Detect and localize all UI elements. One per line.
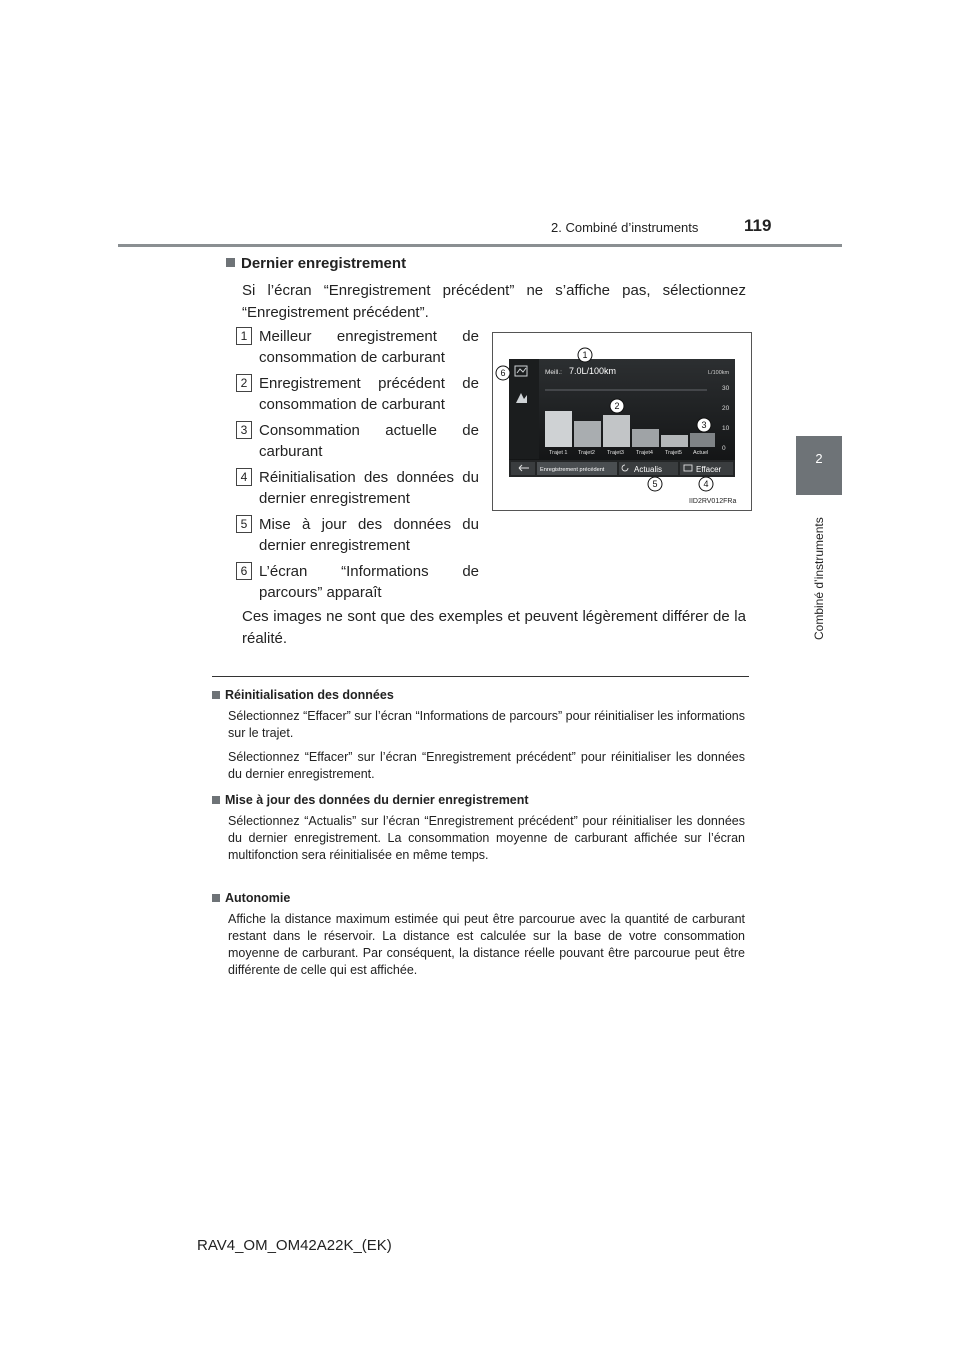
item-number-5: 5 [236, 515, 252, 533]
chapter-tab-label [812, 517, 826, 640]
note-reset-paragraph-2: Sélectionnez “Effacer” sur l’écran “Enregistrement précédent” pour réinitialiser les données du dernier enregistrement. [228, 750, 745, 781]
figure-code: IID2RV012FRa [689, 498, 737, 505]
notes-separator [212, 676, 749, 677]
header-rule [118, 244, 842, 247]
section-heading [226, 255, 406, 272]
note-heading-update-text: Mise à jour des données du dernier enregistrement [225, 793, 529, 807]
note-reset-paragraph-1: Sélectionnez “Effacer” sur l’écran “Informations de parcours” pour réinitialiser les informations sur le trajet. [228, 709, 745, 740]
note-square-icon [212, 796, 220, 804]
cat-trajet3: Trajet3 [607, 450, 624, 456]
note-square-icon [212, 894, 220, 902]
y-tick-0: 0 [722, 445, 726, 452]
callout-1: 1 [582, 350, 588, 360]
chapter-tab-label-text: Combiné d’instruments [812, 517, 826, 640]
y-tick-30: 30 [722, 385, 730, 392]
document-code-footer: RAV4_OM_OM42A22K_(EK) [197, 1237, 392, 1254]
callout-5: 5 [652, 479, 658, 489]
bar-actuel [690, 433, 715, 447]
item-text-3: Consommation actuelle de carburant [259, 422, 479, 460]
item-text-1: Meilleur enregistrement de consommation de carburant [259, 328, 479, 366]
note-heading-autonomy [212, 891, 290, 905]
note-heading-reset [212, 688, 394, 702]
y-tick-20: 20 [722, 405, 730, 412]
clear-label: Effacer [696, 465, 722, 474]
bar-trajet5 [661, 435, 688, 447]
y-tick-10: 10 [722, 425, 730, 432]
item-text-6: L’écran “Informations de parcours” apparaît [259, 563, 479, 601]
cat-actuel: Actuel [693, 450, 709, 456]
section-heading-text: Dernier enregistrement [241, 255, 407, 272]
running-header-section: 2. Combiné d’instruments [551, 220, 699, 235]
screen-illustration-svg [493, 333, 751, 510]
cat-trajet5: Trajet5 [665, 450, 682, 456]
note-autonomy-paragraph: Affiche la distance maximum estimée qui peut être parcourue avec la quantité de carburant restant dans le réservoir. La distance est calculée sur la base de votre consommation moyenne de carburant. Par conséquent, la distance réelle pouvant être parcourue peut être différente de celle qui est affichée. [228, 912, 745, 977]
note-heading-autonomy-text: Autonomie [225, 891, 291, 905]
item-text-2: Enregistrement précédent de consommation de carburant [259, 375, 479, 413]
update-label: Actualis [634, 465, 663, 474]
bar-trajet2 [574, 421, 601, 447]
side-divider [841, 247, 842, 248]
intro-paragraph: Si l’écran “Enregistrement précédent” ne s’affiche pas, sélectionnez “Enregistrement précédent”. [242, 282, 746, 321]
heading-square-icon [226, 258, 235, 267]
chapter-tab-number: 2 [815, 451, 823, 466]
item-number-4: 4 [236, 468, 252, 486]
callout-6: 6 [500, 368, 506, 378]
best-label: Meill.: [545, 369, 562, 376]
item-number-2: 2 [236, 374, 252, 392]
item-text-5: Mise à jour des données du dernier enregistrement [259, 516, 479, 554]
page-number: 119 [744, 216, 772, 235]
item-text-4: Réinitialisation des données du dernier enregistrement [259, 469, 479, 507]
previous-record-label: Enregistrement précédent [540, 467, 605, 473]
icon-column [509, 359, 539, 459]
screen-illustration [492, 332, 752, 511]
callout-3: 3 [701, 420, 707, 430]
item-number-3: 3 [236, 421, 252, 439]
figure-note: Ces images ne sont que des exemples et peuvent légèrement différer de la réalité. [242, 608, 746, 647]
item-number-1: 1 [236, 327, 252, 345]
callout-2: 2 [614, 401, 620, 411]
bar-trajet3 [603, 415, 630, 447]
bar-trajet1 [545, 411, 572, 447]
note-heading-update [212, 793, 529, 807]
best-value: 7.0L/100km [569, 366, 617, 376]
note-square-icon [212, 691, 220, 699]
note-update-paragraph: Sélectionnez “Actualis” sur l’écran “Enregistrement précédent” pour réinitialiser les données du dernier enregistrement. La consommation moyenne de carburant affichée sur l’écran multifonction sera réinitialisée en même temps. [228, 814, 745, 862]
note-heading-reset-text: Réinitialisation des données [225, 688, 394, 702]
bar-trajet4 [632, 429, 659, 447]
item-number-6: 6 [236, 562, 252, 580]
cat-trajet4: Trajet4 [636, 450, 653, 456]
unit-label: L/100km [708, 370, 730, 376]
cat-trajet1: Trajet 1 [549, 450, 568, 456]
callout-4: 4 [703, 479, 709, 489]
cat-trajet2: Trajet2 [578, 450, 595, 456]
